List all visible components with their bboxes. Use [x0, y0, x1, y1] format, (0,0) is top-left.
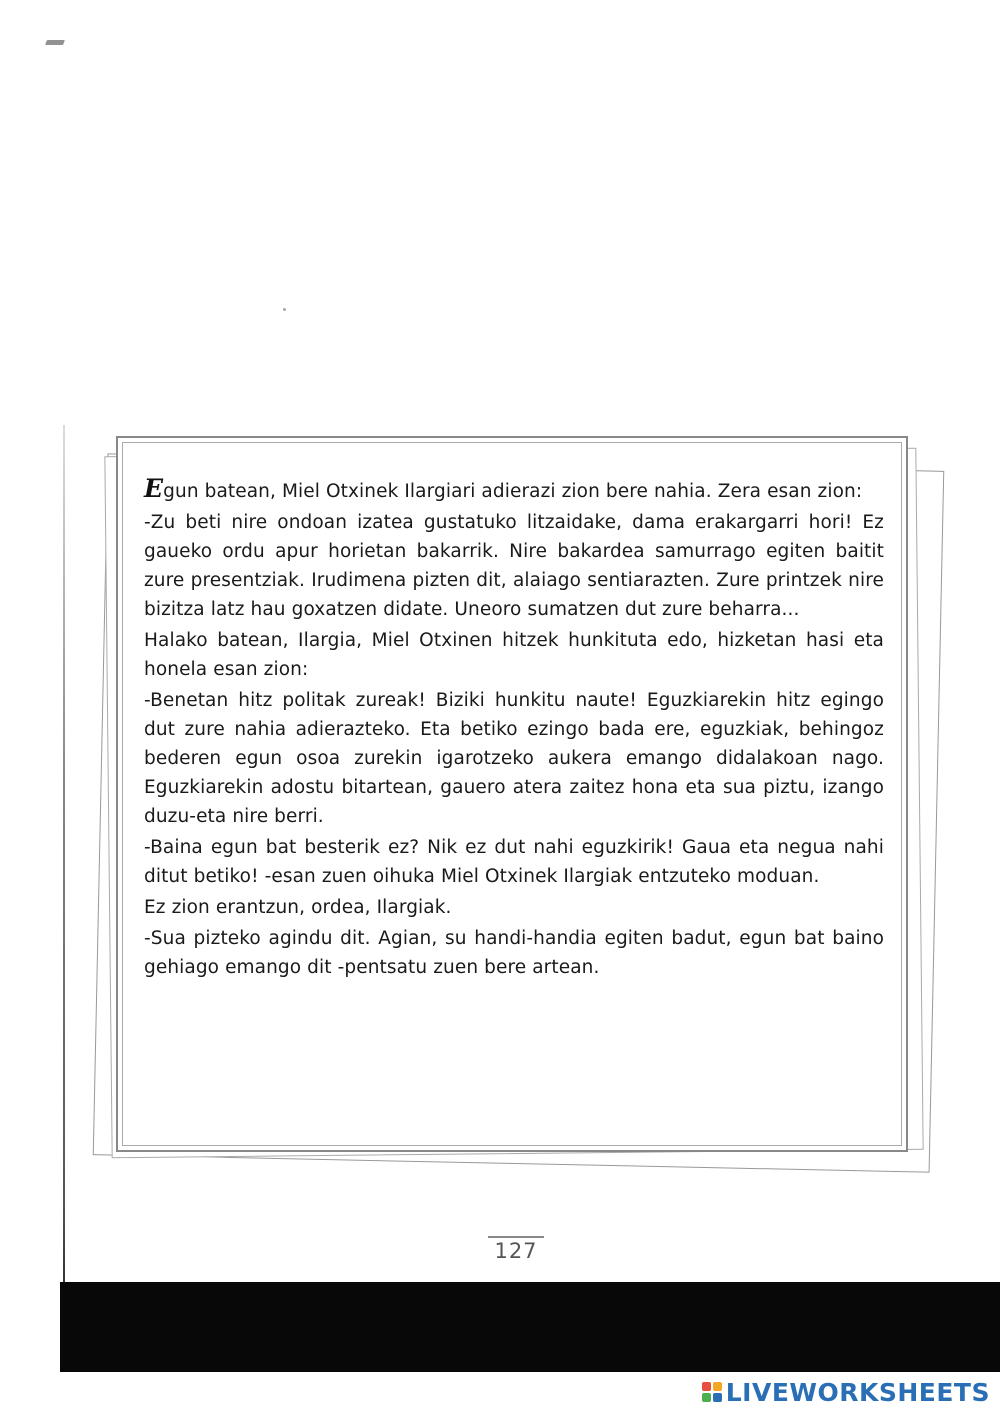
liveworksheets-watermark	[702, 1377, 990, 1407]
story-paragraph: -Zu beti nire ondoan izatea gustatuko litzaidake, dama erakargarri hori! Ez gaueko ordu apur horietan bakarrik. Nire bakardea samurrago egiten baitit zure presentziak. Irudimena pizten dit, alaiago sentiarazten. Zure printzek nire bizitza latz hau goxatzen didate. Uneoro sumatzen dut zure beharra...	[144, 512, 884, 620]
story-paragraph: Ez zion erantzun, ordea, Ilargiak.	[144, 897, 452, 918]
story-paragraph	[144, 474, 884, 506]
scan-mark	[45, 40, 65, 45]
story-paragraph: -Benetan hitz politak zureak! Biziki hunkitu naute! Eguzkiarekin hitz egingo dut zure nahia adierazteko. Eta betiko ezingo bada ere, eguzkiak, behingoz bederen egun osoa zurekin igarotzeko aukera emango didalakoan nago. Eguzkiarekin adostu bitartean, gauero atera zaitez hona eta sua piztu, izango duzu-eta nire berri.	[144, 690, 884, 827]
liveworksheets-logo-icon	[702, 1382, 722, 1402]
paragraph-text: gun batean, Miel Otxinek Ilargiari adierazi zion bere nahia. Zera esan zion:	[163, 481, 863, 502]
story-paragraph: -Sua pizteko agindu dit. Agian, su handi-handia egiten badut, egun bat baino gehiago emango dit -pentsatu zuen bere artean.	[144, 928, 884, 978]
watermark-text: LIVEWORKSHEETS	[725, 1377, 990, 1407]
scan-black-band	[60, 1282, 1000, 1372]
story-text	[144, 474, 884, 984]
drop-cap: E	[144, 474, 164, 503]
story-paragraph: Halako batean, Ilargia, Miel Otxinen hitzek hunkituta edo, hizketan hasi eta honela esan zion:	[144, 630, 884, 680]
scan-speck	[283, 308, 286, 311]
binding-edge	[63, 425, 65, 1285]
story-paragraph: -Baina egun bat besterik ez? Nik ez dut nahi eguzkirik! Gaua eta negua nahi ditut betiko! -esan zuen oihuka Miel Otxinek Ilargiak entzuteko moduan.	[144, 837, 884, 887]
page-number: 127	[488, 1236, 544, 1263]
